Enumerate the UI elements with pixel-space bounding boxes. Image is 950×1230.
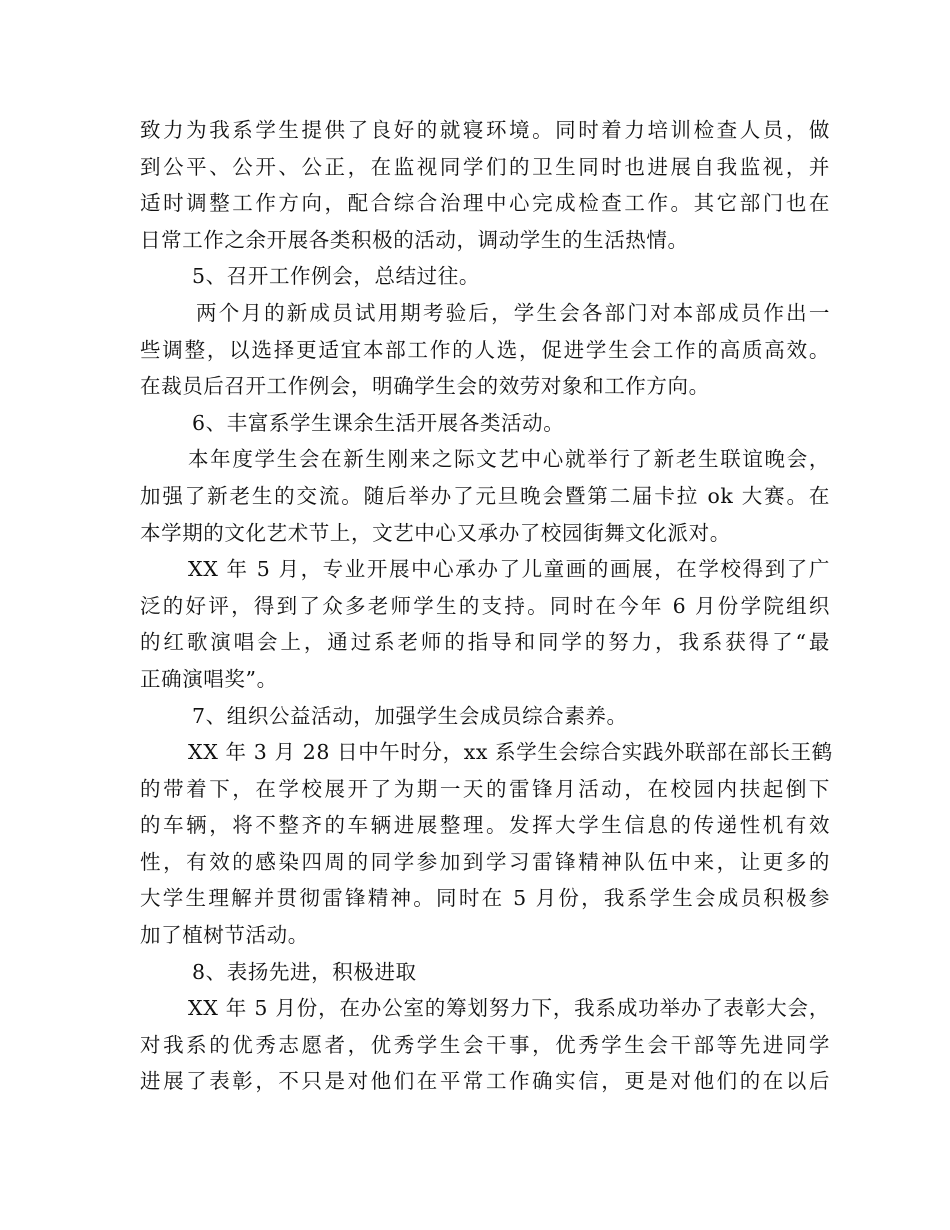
paragraph-line: 的带着下，在学校展开了为期一天的雷锋月活动，在校园内扶起倒下 xyxy=(140,776,830,801)
paragraph-line: XX 年 5 月，专业开展中心承办了儿童画的画展，在学校得到了广 xyxy=(188,557,830,582)
paragraph-line: 对我系的优秀志愿者，优秀学生会干事，优秀学生会干部等先进同学 xyxy=(140,1032,830,1057)
paragraph-line: 致力为我系学生提供了良好的就寝环境。同时着力培训检查人员，做 xyxy=(140,118,830,142)
paragraph-line: 进展了表彰，不只是对他们在平常工作确实信，更是对他们的在以后 xyxy=(140,1069,830,1094)
paragraph-line: 加强了新老生的交流。随后举办了元旦晚会暨第二届卡拉 ok 大赛。在 xyxy=(140,483,830,508)
paragraph-line: 在裁员后召开工作例会，明确学生会的效劳对象和工作方向。 xyxy=(140,374,710,399)
paragraph-line: 大学生理解并贯彻雷锋精神。同时在 5 月份，我系学生会成员积极参 xyxy=(140,886,830,911)
paragraph-line: 性，有效的感染四周的同学参加到学习雷锋精神队伍中来，让更多的 xyxy=(140,849,830,874)
document-body xyxy=(140,112,833,1100)
paragraph-line: XX 年 5 月份，在办公室的筹划努力下，我系成功举办了表彰大会， xyxy=(188,996,830,1021)
paragraph-line: 泛的好评，得到了众多老师学生的支持。同时在今年 6 月份学院组织 xyxy=(140,593,830,618)
section-heading-5: 5、召开工作例会，总结过往。 xyxy=(192,264,480,289)
section-heading-8: 8、表扬先进，积极进取 xyxy=(192,959,417,984)
paragraph-line: 两个月的新成员试用期考验后，学生会各部门对本部成员作出一 xyxy=(196,300,830,325)
section-heading-6: 6、丰富系学生课余生活开展各类活动。 xyxy=(192,410,565,435)
paragraph-line: 些调整，以选择更适宜本部工作的人选，促进学生会工作的高质高效。 xyxy=(140,337,830,362)
paragraph-line: 加了植树节活动。 xyxy=(140,923,309,948)
paragraph-line: 日常工作之余开展各类积极的活动，调动学生的生活热情。 xyxy=(140,227,689,252)
paragraph-line: 本学期的文化艺术节上，文艺中心又承办了校园街舞文化派对。 xyxy=(140,520,731,545)
paragraph-line: XX 年 3 月 28 日中午时分，xx 系学生会综合实践外联部在部长王鹤 xyxy=(188,740,833,765)
section-heading-7: 7、组织公益活动，加强学生会成员综合素养。 xyxy=(192,703,628,728)
paragraph-line: 的车辆，将不整齐的车辆进展整理。发挥大学生信息的传递性机有效 xyxy=(140,813,830,838)
paragraph-line: 正确演唱奖”。 xyxy=(140,666,278,691)
paragraph-line: 的红歌演唱会上，通过系老师的指导和同学的努力，我系获得了“最 xyxy=(140,630,830,655)
paragraph-line: 适时调整工作方向，配合综合治理中心完成检查工作。其它部门也在 xyxy=(140,191,830,216)
paragraph-line: 到公平、公开、公正，在监视同学们的卫生同时也进展自我监视，并 xyxy=(140,154,830,179)
paragraph-line: 本年度学生会在新生刚来之际文艺中心就举行了新老生联谊晚会， xyxy=(188,447,830,472)
